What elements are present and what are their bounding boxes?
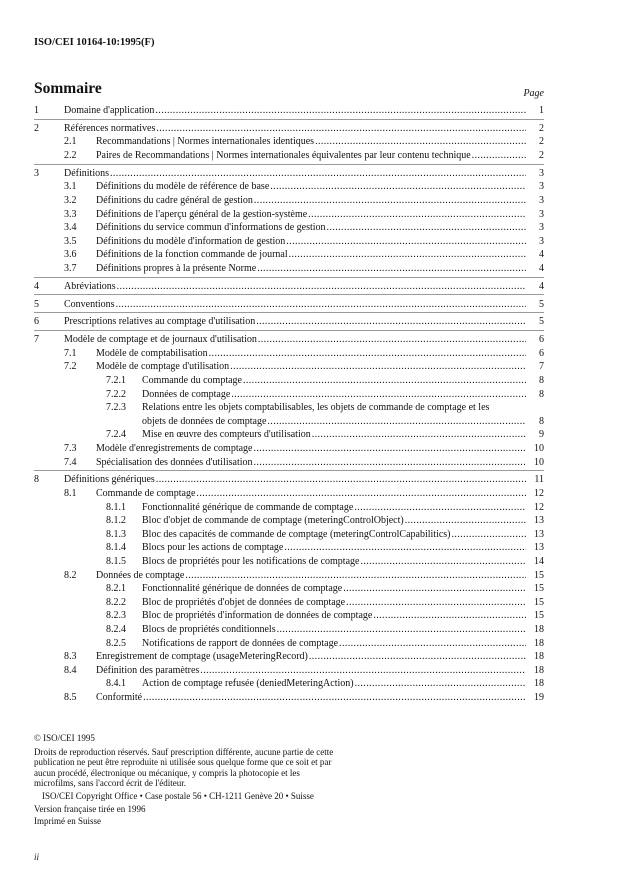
toc-entry (34, 315, 544, 329)
dot-leader (452, 528, 526, 541)
toc-entry (34, 541, 544, 555)
toc-entry-number: 3.1 (64, 181, 77, 193)
toc-entry-page: 15 (534, 569, 544, 581)
toc-entry-title: Définitions du service commun d'informations de gestion (96, 222, 326, 234)
dot-leader (315, 135, 526, 148)
toc-entry-page: 2 (539, 150, 544, 161)
toc-entry-page: 11 (534, 474, 544, 486)
copyright-block (34, 733, 364, 827)
toc-entry (34, 501, 544, 515)
toc-entry (34, 637, 544, 651)
toc-entry-number: 8.2.5 (106, 637, 126, 649)
toc-entry-title: Modèle de comptage et de journaux d'utilisation (64, 334, 257, 346)
toc-entry-number: 7.2.1 (106, 375, 126, 386)
dot-leader (243, 374, 526, 387)
section-divider (34, 470, 544, 471)
toc-entry-title: Définitions du cadre général de gestion (96, 195, 253, 206)
toc-entry-number: 3.4 (64, 222, 77, 234)
toc-entry-page: 10 (534, 443, 544, 454)
dot-leader (308, 208, 526, 221)
toc-entry (34, 473, 544, 487)
toc-entry (34, 262, 544, 276)
toc-entry (34, 528, 544, 542)
toc-entry-title: Bloc des capacités de commande de comptage (meteringControlCapabilitics) (142, 528, 451, 540)
toc-entry (34, 235, 544, 249)
toc-entry-page: 18 (534, 678, 544, 690)
dot-leader (253, 442, 526, 455)
toc-entry-title: Notifications de rapport de données de comptage (142, 637, 339, 649)
dot-leader (346, 596, 526, 609)
toc-entry (34, 333, 544, 347)
dot-leader (200, 664, 526, 677)
toc-entry-title: Blocs de propriétés conditionnels (142, 624, 276, 635)
toc-entry-title: Enregistrement de comptage (usageMeteringRecord) (96, 651, 308, 663)
toc-entry (34, 582, 544, 596)
toc-entry (34, 428, 544, 442)
page-column-label: Page (523, 88, 544, 99)
toc-entry-page: 13 (534, 542, 544, 554)
dot-leader (256, 315, 526, 328)
toc-entry-page: 18 (534, 664, 544, 676)
toc-entry-page: 3 (539, 235, 544, 247)
dot-leader (286, 235, 526, 248)
toc-entry-page: 3 (539, 181, 544, 193)
toc-entry-title: Données de comptage (96, 569, 185, 581)
toc-entry-title: Définitions propres à la présente Norme (96, 263, 257, 274)
document-id: ISO/CEI 10164-10:1995(F) (34, 37, 155, 48)
dot-leader (185, 569, 526, 582)
toc-entry-page: 3 (539, 208, 544, 220)
toc-entry-number: 7.2.3 (106, 402, 126, 414)
printed-in: Imprimé en Suisse (34, 816, 101, 827)
toc-entry-number: 8 (34, 474, 39, 486)
toc-entry-number: 8.4.1 (106, 678, 126, 690)
toc-entry-page: 18 (534, 651, 544, 663)
toc-entry-number: 8.2.2 (106, 596, 126, 608)
toc-entry (34, 514, 544, 528)
toc-entry-page: 12 (534, 501, 544, 513)
toc-entry-page: 3 (539, 167, 544, 179)
toc-entry-number: 8.1.5 (106, 556, 126, 567)
rights-line: microfilms, sans l'accord écrit de l'éditeur. (34, 778, 186, 789)
toc-entry-number: 8.1.1 (106, 501, 126, 513)
toc-entry (34, 650, 544, 664)
toc-entry-number: 3.3 (64, 208, 77, 220)
toc-entry (34, 221, 544, 235)
dot-leader (277, 623, 526, 636)
toc-entry-page: 15 (534, 583, 544, 595)
toc-entry (34, 280, 544, 294)
toc-entry-title: Fonctionnalité générique de commande de comptage (142, 501, 354, 513)
toc-entry-number: 8.2.3 (106, 610, 126, 622)
print-version: Version française tirée en 1996 (34, 803, 146, 814)
toc-entry (34, 208, 544, 222)
toc-entry-title: Définitions génériques (64, 474, 155, 486)
toc-entry-number: 8.2 (64, 569, 77, 581)
toc-entry-page: 8 (539, 388, 544, 400)
toc-entry-number: 8.3 (64, 651, 77, 663)
toc-entry (34, 360, 544, 374)
toc-entry-page: 8 (539, 375, 544, 386)
dot-leader (155, 104, 526, 117)
toc-entry-title: Domaine d'application (64, 105, 155, 116)
toc-entry-page: 7 (539, 361, 544, 373)
dot-leader (312, 428, 526, 441)
toc-entry (34, 135, 544, 149)
toc-entry-title: Définitions de la fonction commande de journal (96, 249, 288, 261)
toc-entry-number: 8.1 (64, 488, 77, 499)
dot-leader (230, 360, 526, 373)
toc-entry-number: 3.7 (64, 263, 77, 274)
toc-entry-title: Définitions du modèle d'information de gestion (96, 235, 286, 247)
toc-entry-title: Définitions (64, 167, 109, 179)
dot-leader (289, 248, 526, 261)
toc-entry-number: 8.4 (64, 664, 77, 676)
dot-leader (339, 637, 526, 650)
toc-entry (34, 691, 544, 705)
toc-entry (34, 596, 544, 610)
rights-line: publication ne peut être reproduite ni utilisée sous quelque forme que ce soit et par (34, 757, 332, 768)
toc-entry-number: 8.2.1 (106, 583, 126, 595)
toc-entry-page: 4 (539, 263, 544, 274)
toc-entry-number: 8.1.3 (106, 528, 126, 540)
toc-entry-title: Données de comptage (142, 388, 231, 400)
section-divider (34, 294, 544, 295)
toc-entry (34, 569, 544, 583)
toc-entry-title: Fonctionnalité générique de données de comptage (142, 583, 343, 595)
toc-entry-page: 18 (534, 624, 544, 635)
dot-leader (270, 180, 526, 193)
dot-leader (360, 555, 526, 568)
toc-entry (34, 194, 544, 208)
dot-leader (258, 333, 526, 346)
toc-entry-number: 4 (34, 280, 39, 292)
toc-title: Sommaire (34, 80, 102, 97)
section-divider (34, 164, 544, 165)
toc-entry-title: Modèle d'enregistrements de comptage (96, 443, 253, 454)
toc-entry (34, 347, 544, 361)
toc-entry-title: Mise en œuvre des compteurs d'utilisation (142, 429, 311, 441)
toc-entry-page: 19 (534, 692, 544, 703)
toc-entry-number: 8.2.4 (106, 624, 126, 635)
toc-entry (34, 456, 544, 470)
toc-entry (34, 664, 544, 678)
toc-entry (34, 677, 544, 691)
toc-entry (34, 388, 544, 402)
toc-entry-number: 7.1 (64, 347, 77, 359)
toc-entry-page: 2 (539, 122, 544, 134)
toc-entry-title: Blocs de propriétés pour les notifications de comptage (142, 556, 360, 567)
page-number: ii (34, 852, 40, 862)
section-divider (34, 330, 544, 331)
dot-leader (231, 388, 526, 401)
toc-entry-page: 2 (539, 136, 544, 148)
dot-leader (117, 280, 526, 293)
toc-entry-title: Relations entre les objets comptabilisables, les objets de commande de comptage et les (142, 402, 490, 414)
toc-entry-title: Définitions du modèle de référence de base (96, 181, 270, 193)
toc-entry-number: 8.1.4 (106, 542, 126, 554)
toc-entry-title: Références normatives (64, 122, 156, 134)
toc-entry (34, 487, 544, 501)
toc-entry-number: 7.2 (64, 361, 77, 373)
toc-entry-number: 2.2 (64, 150, 77, 161)
toc-entry-page: 5 (539, 316, 544, 328)
toc-entry-page: 14 (534, 556, 544, 567)
toc-entry-page: 3 (539, 222, 544, 234)
toc-entry (34, 401, 544, 415)
toc-entry-title: Spécialisation des données d'utilisation (96, 456, 253, 468)
dot-leader (472, 149, 526, 162)
toc-entry-page: 6 (539, 334, 544, 346)
toc-entry-title: Modèle de comptage d'utilisation (96, 361, 230, 373)
copyright-line: © ISO/CEI 1995 (34, 733, 95, 743)
section-divider (34, 277, 544, 278)
dot-leader (143, 691, 526, 704)
toc-entry-page: 3 (539, 195, 544, 206)
toc-entry (34, 149, 544, 163)
toc-entry-title: Modèle de comptabilisation (96, 347, 208, 359)
toc-entry (34, 122, 544, 136)
toc-entry-number: 5 (34, 298, 39, 310)
toc-entry-title: Commande du comptage (142, 375, 242, 386)
toc-entry-title: Bloc d'objet de commande de comptage (meteringControlObject) (142, 515, 404, 527)
toc-entry-number: 7.4 (64, 456, 77, 468)
dot-leader (327, 221, 526, 234)
toc-entry-title-continued: objets de données de comptage (142, 415, 267, 427)
dot-leader (156, 473, 526, 486)
dot-leader (405, 514, 526, 527)
toc-entry-title: Conformité (96, 692, 143, 703)
dot-leader (309, 650, 526, 663)
toc-entry (34, 609, 544, 623)
toc-entry-title: Bloc de propriétés d'objet de données de comptage (142, 596, 346, 608)
toc-entry (34, 248, 544, 262)
rights-line: Droits de reproduction réservés. Sauf prescription différente, aucune partie de cette (34, 746, 334, 757)
toc-entry-continuation (34, 415, 544, 429)
rights-line: aucun procédé, électronique ou mécanique, y compris la photocopie et les (34, 767, 300, 778)
dot-leader (354, 501, 526, 514)
toc-entry-page: 1 (539, 105, 544, 116)
toc-entry-title: Bloc de propriétés d'information de données de comptage (142, 610, 373, 622)
toc-entry-page: 4 (539, 280, 544, 292)
dot-leader (156, 122, 526, 135)
dot-leader (267, 415, 526, 428)
toc-entry-page: 13 (534, 515, 544, 527)
toc-entry-number: 3 (34, 167, 39, 179)
toc-entry-page: 6 (539, 347, 544, 359)
toc-entry-page: 13 (534, 528, 544, 540)
toc-entry-number: 1 (34, 105, 39, 116)
toc-entry (34, 374, 544, 388)
toc-entry-title: Paires de Recommandations | Normes internationales équivalentes par leur contenu technique (96, 150, 471, 161)
toc-entry-number: 7.2.2 (106, 388, 126, 400)
toc-entry-title: Définitions de l'aperçu général de la gestion-système (96, 208, 308, 220)
dot-leader (254, 194, 526, 207)
toc-entry-title: Action de comptage refusée (deniedMeteringAction) (142, 678, 354, 690)
toc-entry (34, 104, 544, 118)
toc-entry (34, 298, 544, 312)
toc-entry-number: 3.2 (64, 195, 77, 206)
toc-entry-number: 8.5 (64, 692, 77, 703)
toc-entry-number: 7.2.4 (106, 429, 126, 441)
toc-entry-page: 5 (539, 298, 544, 310)
toc-entry-number: 8.1.2 (106, 515, 126, 527)
dot-leader (343, 582, 526, 595)
dot-leader (209, 347, 526, 360)
dot-leader (110, 167, 526, 180)
toc-entry-page: 8 (539, 415, 544, 427)
dot-leader (284, 541, 526, 554)
toc-entry-page: 18 (534, 637, 544, 649)
toc-entry-page: 12 (534, 488, 544, 499)
toc-entry-title: Commande de comptage (96, 488, 196, 499)
toc-entry (34, 442, 544, 456)
toc-entry (34, 180, 544, 194)
dot-leader (257, 262, 526, 275)
toc-entry-number: 7.3 (64, 443, 77, 454)
toc-entry-number: 7 (34, 334, 39, 346)
toc-entry-page: 9 (539, 429, 544, 441)
toc-entry-page: 10 (534, 456, 544, 468)
dot-leader (355, 677, 526, 690)
toc-entry-page: 15 (534, 596, 544, 608)
toc-entry-title: Blocs pour les actions de comptage (142, 542, 284, 554)
toc-entry-number: 3.5 (64, 235, 77, 247)
toc-entry (34, 167, 544, 181)
toc-entry-number: 3.6 (64, 249, 77, 261)
toc-entry-page: 4 (539, 249, 544, 261)
dot-leader (196, 487, 526, 500)
toc-entry-number: 6 (34, 316, 39, 328)
toc-entry-title: Abréviations (64, 280, 116, 292)
toc-entry (34, 555, 544, 569)
toc-entry-page: 15 (534, 610, 544, 622)
dot-leader (373, 609, 526, 622)
toc-entry-title: Conventions (64, 298, 115, 310)
dot-leader (254, 456, 527, 469)
toc-entry-title: Définition des paramètres (96, 664, 200, 676)
copyright-office: ISO/CEI Copyright Office • Case postale 56 • CH-1211 Genève 20 • Suisse (42, 790, 314, 801)
toc-entry-number: 2 (34, 122, 39, 134)
toc-entry-title: Recommandations | Normes internationales identiques (96, 136, 315, 148)
section-divider (34, 119, 544, 120)
dot-leader (116, 298, 526, 311)
toc-entry (34, 623, 544, 637)
toc-entry-number: 2.1 (64, 136, 77, 148)
section-divider (34, 312, 544, 313)
toc-entry-title: Prescriptions relatives au comptage d'utilisation (64, 316, 256, 328)
